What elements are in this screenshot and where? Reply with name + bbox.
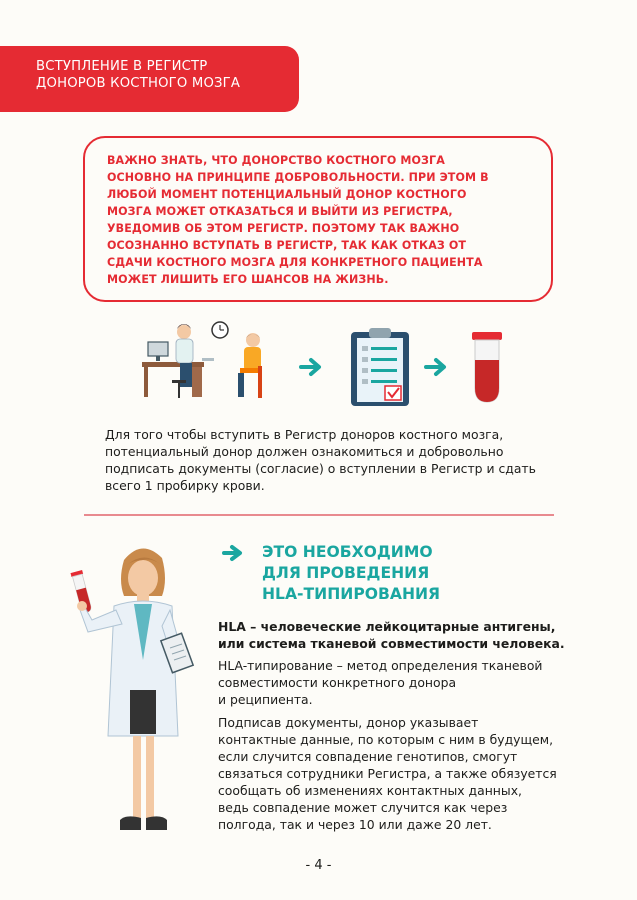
notice-box — [83, 136, 553, 302]
intro-line-3: подписать документы (согласие) о вступлении в Регистр и сдать — [105, 461, 536, 476]
contact-line-5: сообщать об изменениях контактных данных, — [218, 783, 522, 798]
hla-typing-paragraph — [218, 657, 578, 708]
intro-paragraph — [105, 426, 545, 494]
section-heading-line-3: HLA-ТИПИРОВАНИЯ — [262, 585, 441, 603]
contact-line-3: если случится совпадение генотипов, смогут — [218, 749, 518, 764]
clipboard-form-icon — [349, 326, 411, 408]
notice-line-8: МОЖЕТ ЛИШИТЬ ЕГО ШАНСОВ НА ЖИЗНЬ. — [107, 273, 389, 286]
contact-line-1: Подписав документы, донор указывает — [218, 715, 479, 730]
notice-line-5: УВЕДОМИВ ОБ ЭТОМ РЕГИСТР. ПОЭТОМУ ТАК ВАЖНО — [107, 222, 460, 235]
header-banner — [0, 46, 299, 112]
hla-typing-line-3: и реципиента. — [218, 692, 313, 707]
page-number: - 4 - — [305, 858, 332, 873]
notice-line-7: СДАЧИ КОСТНОГО МОЗГА ДЛЯ КОНКРЕТНОГО ПАЦИЕНТА — [107, 256, 483, 269]
notice-line-6: ОСОЗНАННО ВСТУПАТЬ В РЕГИСТР, — [107, 239, 342, 252]
section-heading-line-1: ЭТО НЕОБХОДИМО — [262, 543, 433, 561]
doctor-woman-illustration — [66, 540, 206, 840]
hla-typing-line-2: совместимости конкретного донора — [218, 675, 457, 690]
contact-paragraph — [218, 714, 578, 833]
intro-line-2: потенциальный донор должен ознакомиться и добровольно — [105, 444, 504, 459]
hla-typing-line-1: HLA-типирование – метод определения тканевой — [218, 658, 543, 673]
contact-line-2: контактные данные, по которым с ним в будущем, — [218, 732, 554, 747]
arrow-right-icon-1 — [299, 357, 325, 377]
section-heading-line-2: ДЛЯ ПРОВЕДЕНИЯ — [262, 564, 430, 582]
hla-definition — [218, 618, 578, 652]
contact-line-6: ведь совпадение может случится как через — [218, 800, 508, 815]
doctor-consultation-illustration — [140, 318, 270, 404]
arrow-right-icon-2 — [424, 357, 450, 377]
header-line-2: ДОНОРОВ КОСТНОГО МОЗГА — [36, 76, 241, 91]
notice-line-6-wrap — [107, 237, 531, 254]
section-heading — [262, 542, 502, 605]
contact-line-4: связаться сотрудники Регистра, а также обязуется — [218, 766, 557, 781]
header-line-1: ВСТУПЛЕНИЕ В РЕГИСТР — [36, 59, 208, 74]
notice-line-3: ЛЮБОЙ МОМЕНТ ПОТЕНЦИАЛЬНЫЙ ДОНОР КОСТНОГО — [107, 188, 467, 201]
notice-line-2: ОСНОВНО НА ПРИНЦИПЕ ДОБРОВОЛЬНОСТИ. ПРИ ЭТОМ В — [107, 171, 489, 184]
notice-line-6b: ТАК КАК ОТКАЗ ОТ — [341, 239, 467, 252]
notice-line-1: ВАЖНО ЗНАТЬ, ЧТО ДОНОРСТВО КОСТНОГО МОЗГА — [107, 154, 445, 167]
contact-line-7: полгода, так и через 10 или даже 20 лет. — [218, 817, 492, 832]
hla-definition-line-2: или система тканевой совместимости человека. — [218, 636, 565, 651]
notice-text — [107, 152, 531, 288]
section-divider — [84, 514, 554, 516]
blood-test-tube-icon — [470, 330, 504, 406]
hla-definition-line-1: HLA – человеческие лейкоцитарные антигены, — [218, 619, 556, 634]
intro-line-1: Для того чтобы вступить в Регистр доноров костного мозга, — [105, 427, 504, 442]
intro-line-4: всего 1 пробирку крови. — [105, 478, 265, 493]
arrow-right-icon-3 — [222, 544, 246, 562]
notice-line-4: МОЗГА МОЖЕТ ОТКАЗАТЬСЯ И ВЫЙТИ ИЗ РЕГИСТРА, — [107, 205, 453, 218]
